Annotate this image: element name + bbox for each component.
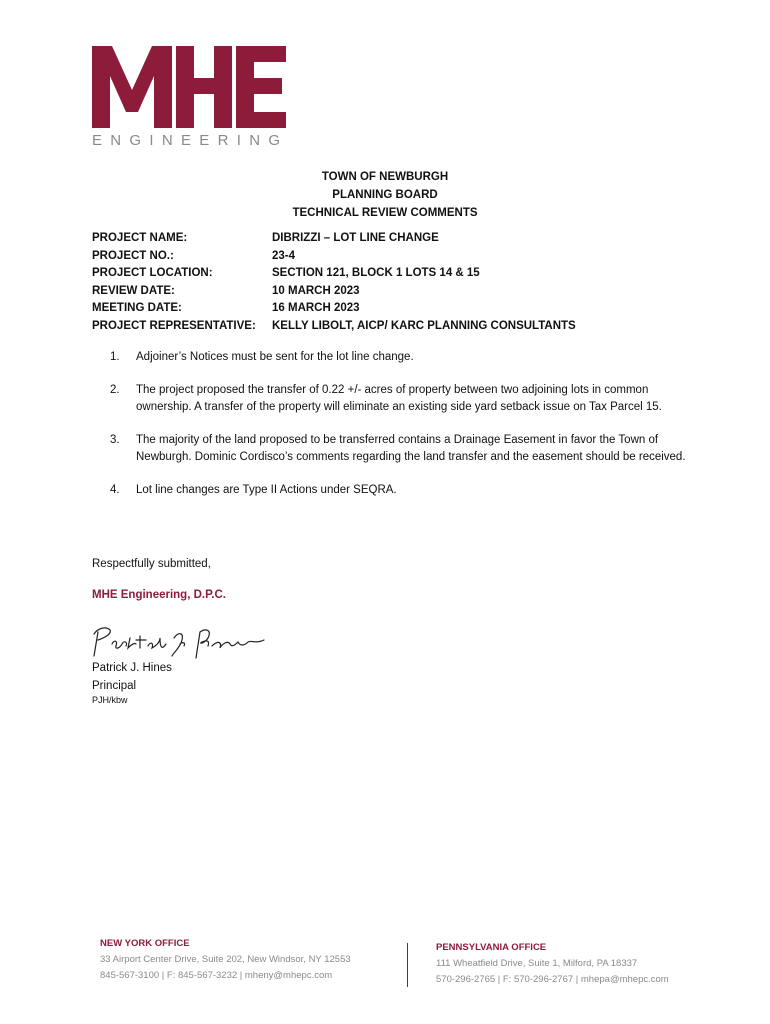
title-report: TECHNICAL REVIEW COMMENTS — [292, 207, 478, 219]
item-number: 4. — [110, 483, 120, 496]
info-value: KELLY LIBOLT, AICP/ KARC PLANNING CONSULTANTS — [272, 319, 576, 332]
item-text: The majority of the land proposed to be transferred contains a Drainage Easement in favor the Town of Newburgh. Dominic Cordisco’s comments regarding the land transfer and the easement should be received. — [136, 433, 686, 463]
signer-block — [92, 659, 172, 695]
ny-office-title: NEW YORK OFFICE — [100, 938, 190, 949]
project-location-row — [92, 267, 692, 285]
footer-divider — [407, 943, 408, 987]
signature-image — [88, 618, 268, 662]
typist-initials: PJH/kbw — [92, 695, 128, 705]
pa-office — [436, 940, 669, 988]
logo-wordmark: ENGINEERING — [92, 132, 289, 149]
info-value: DIBRIZZI – LOT LINE CHANGE — [272, 232, 439, 244]
project-representative-row — [92, 320, 692, 338]
info-value: 23-4 — [272, 249, 296, 262]
comments-list — [110, 349, 690, 514]
info-label: PROJECT LOCATION: — [92, 267, 213, 280]
item-text: The project proposed the transfer of 0.22 +/- acres of property between two adjoining lots in common ownership. A transfer of the property will eliminate an existing side yard setback issue on Tax Parcel 15. — [136, 383, 662, 413]
signer-title: Principal — [92, 680, 137, 692]
closing-text: Respectfully submitted, — [92, 558, 211, 570]
info-label: PROJECT NO.: — [92, 249, 174, 262]
company-name: MHE Engineering, D.P.C. — [92, 589, 226, 601]
info-label: MEETING DATE: — [92, 302, 182, 315]
pa-office-contact: 570-296-2765 | F: 570-296-2767 | mhepa@mhepc.com — [436, 974, 669, 985]
mhe-logo-mark — [92, 46, 286, 128]
pa-office-title: PENNSYLVANIA OFFICE — [436, 942, 547, 953]
list-item — [110, 382, 690, 417]
item-text: Adjoiner’s Notices must be sent for the lot line change. — [136, 351, 414, 363]
title-board: PLANNING BOARD — [332, 189, 438, 201]
meeting-date-row — [92, 302, 692, 320]
title-town: TOWN OF NEWBURGH — [321, 171, 449, 183]
review-date-row — [92, 285, 692, 303]
document-title — [0, 168, 770, 222]
project-info — [92, 232, 692, 338]
ny-office — [100, 936, 351, 984]
list-item — [110, 432, 690, 467]
project-no-row — [92, 250, 692, 268]
info-label: PROJECT NAME: — [92, 232, 188, 244]
item-number: 3. — [110, 433, 120, 446]
item-text: Lot line changes are Type II Actions under SEQRA. — [136, 483, 397, 496]
info-value: 16 MARCH 2023 — [272, 302, 360, 315]
signer-name: Patrick J. Hines — [92, 662, 172, 674]
pa-office-address: 111 Wheatfield Drive, Suite 1, Milford, PA 18337 — [436, 958, 638, 969]
company-logo — [92, 46, 289, 152]
info-value: SECTION 121, BLOCK 1 LOTS 14 & 15 — [272, 267, 480, 280]
item-number: 2. — [110, 383, 120, 396]
info-label: REVIEW DATE: — [92, 284, 175, 297]
list-item — [110, 482, 690, 500]
list-item — [110, 349, 690, 367]
info-value: 10 MARCH 2023 — [272, 284, 360, 297]
ny-office-address: 33 Airport Center Drive, Suite 202, New Windsor, NY 12553 — [100, 954, 351, 965]
footer — [0, 936, 770, 996]
project-name-row — [92, 232, 692, 250]
info-label: PROJECT REPRESENTATIVE: — [92, 319, 256, 332]
item-number: 1. — [110, 351, 120, 363]
ny-office-contact: 845-567-3100 | F: 845-567-3232 | mheny@mhepc.com — [100, 970, 333, 981]
